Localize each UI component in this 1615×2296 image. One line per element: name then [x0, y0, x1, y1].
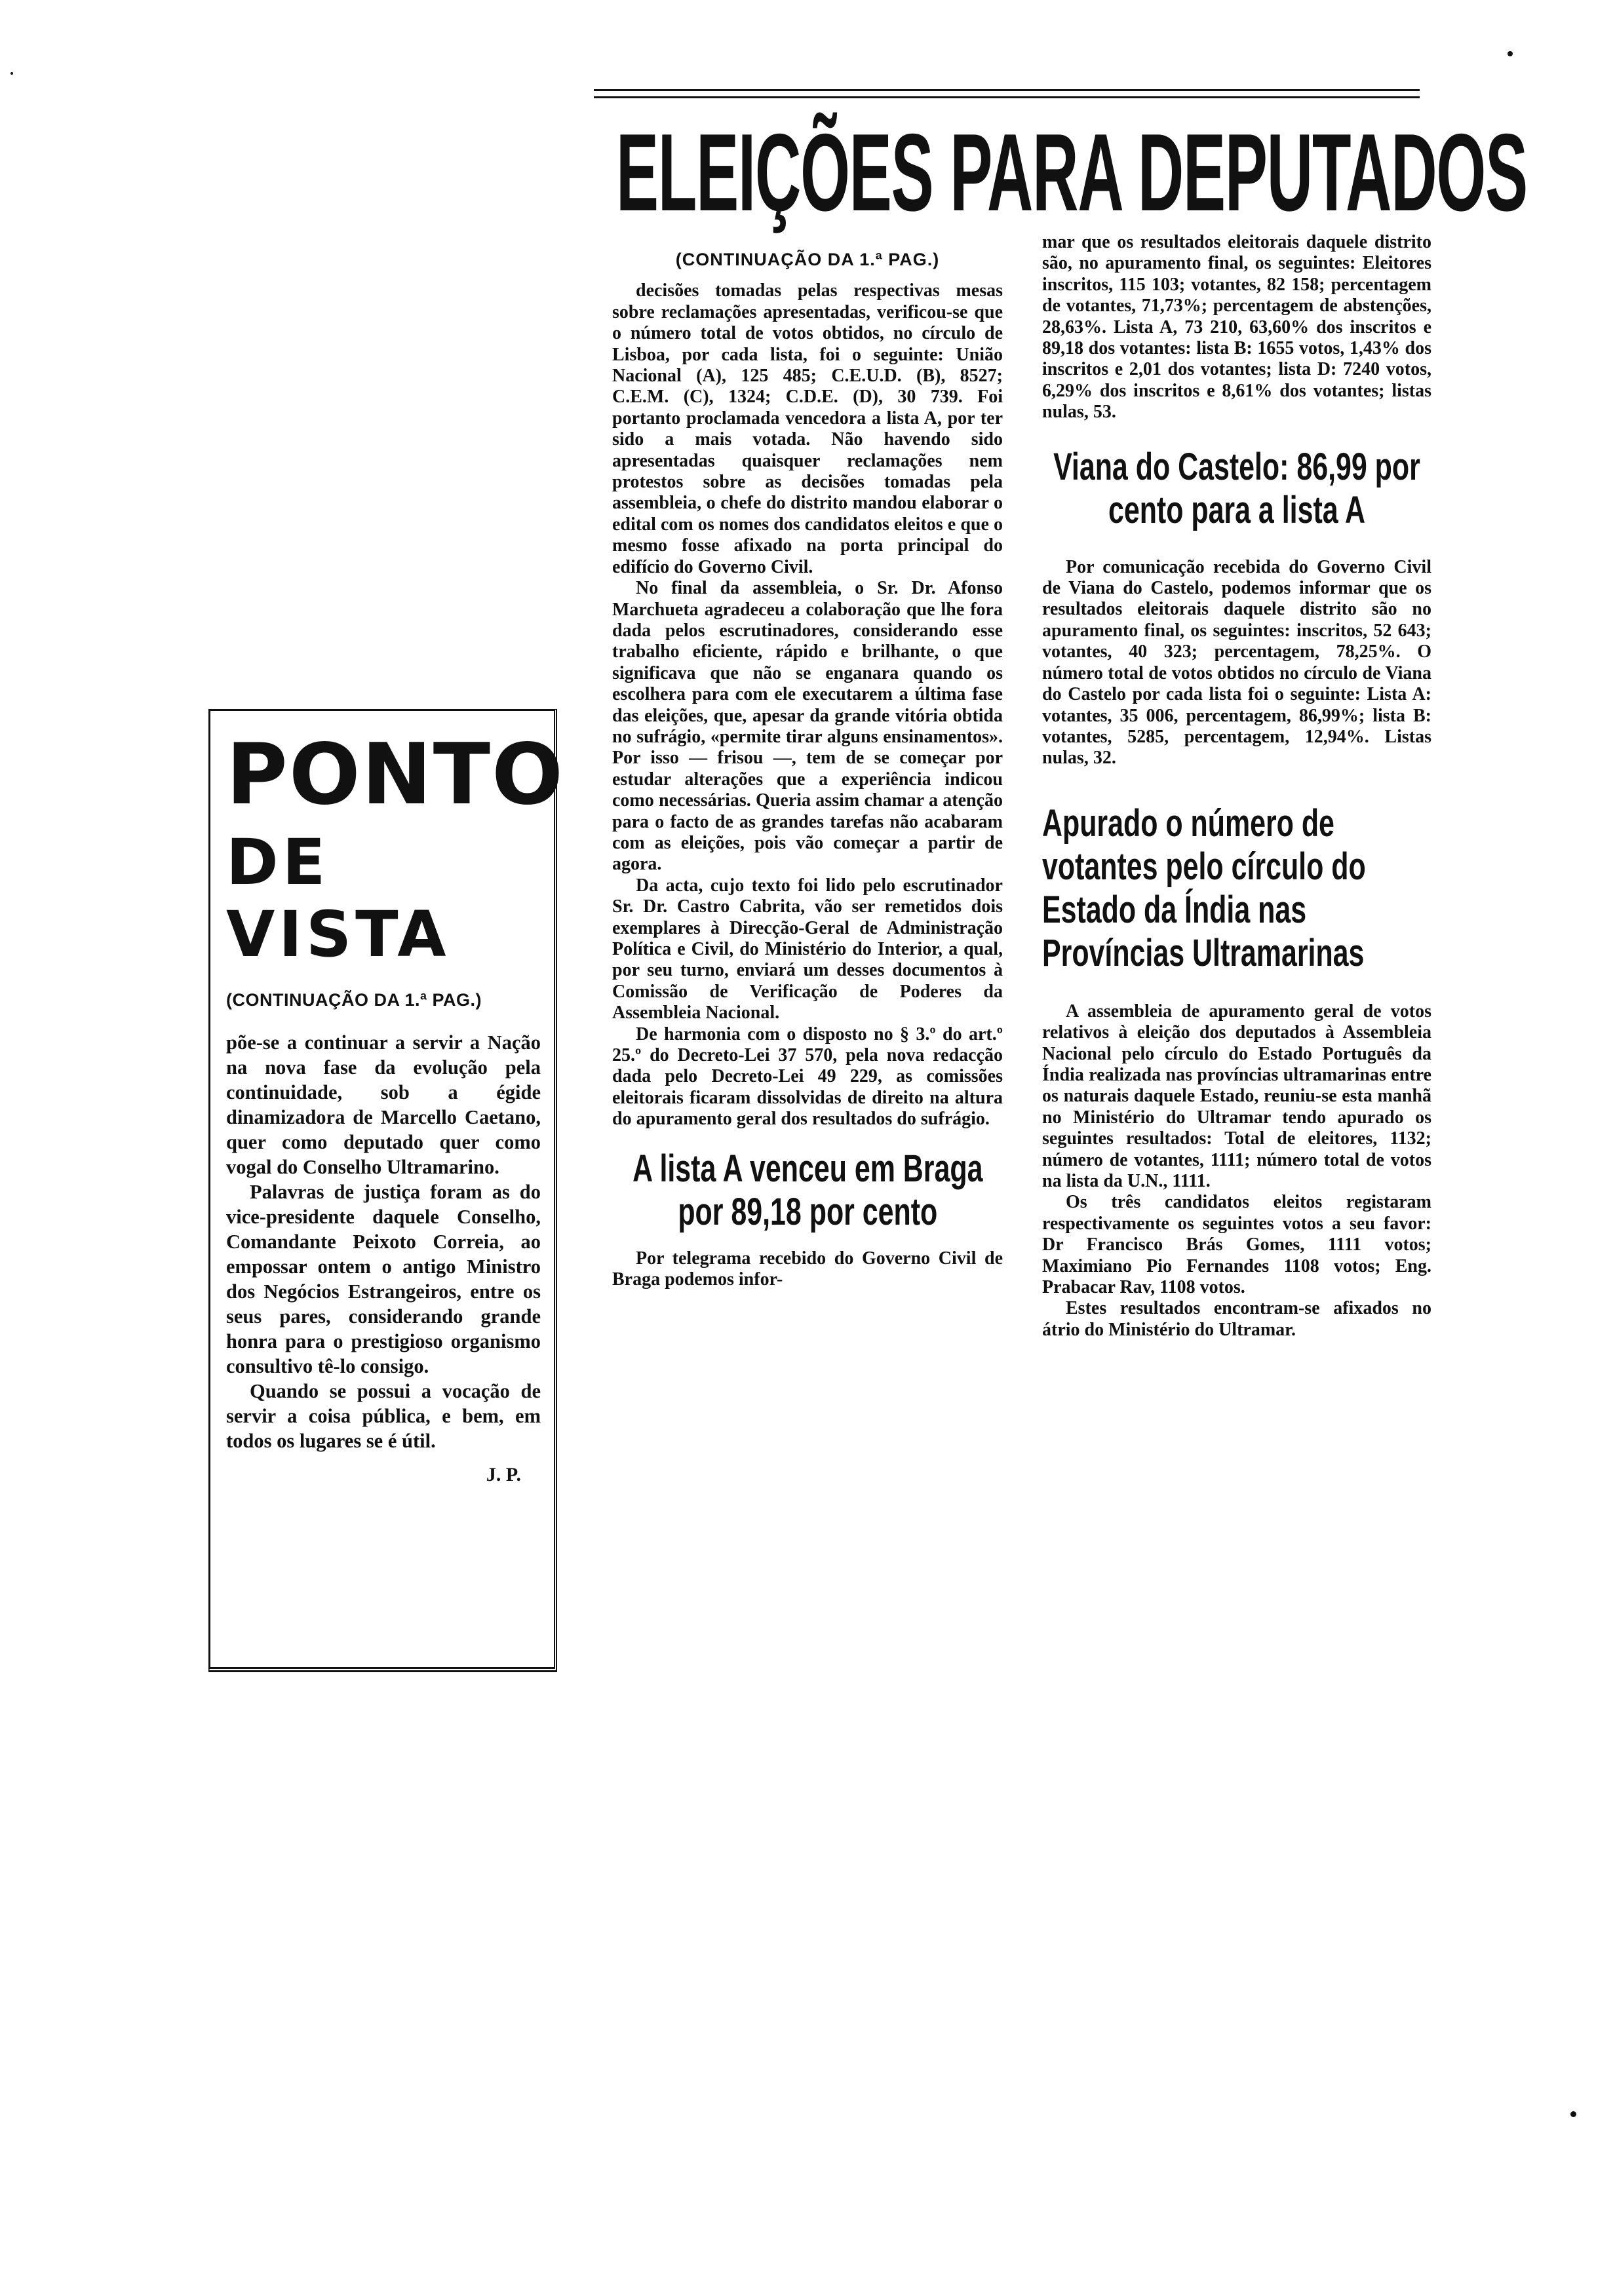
india-subheading: Apurado o número de votantes pelo círculo do Estado da Índia nas Províncias Ultramarinas [1042, 801, 1366, 974]
scan-speck [1570, 2111, 1576, 2117]
ponto-de-vista-signature: J. P. [486, 1464, 521, 1485]
article-paragraph: No final da assembleia, o Sr. Dr. Afonso Marchueta agradeceu a colaboração que lhe fora dada pelos escrutinadores, considerando esse trabalho eficiente, rápido e brilhante, o que significava que não se enganara quando os escolhera para com ele executarem a última fase das eleições, que, apesar da grande vitória obtida no sufrágio, «permite tirar alguns ensinamentos». Por isso — frisou —, tem de se começar por estudar alterações que a experiência indicou como necessárias. Queria assim chamar a atenção para o facto de as grandes tarefas não acabaram com as eleições, pois vão começar a partir de agora. [612, 578, 1003, 875]
scan-speck [1508, 51, 1513, 56]
india-paragraph: A assembleia de apuramento geral de votos relativos à eleição dos deputados à Assembleia Nacional pelo círculo do Estado Português da Índia realizada nas províncias ultramarinas entre os naturais daquele Estado, reuniu-se esta manhã no Ministério do Ultramar tendo apurado os seguintes resultados: Total de eleitores, 1132; número de votantes, 1111; número total de votos na lista da U.N., 1111. [1042, 1001, 1431, 1191]
ponto-de-vista-continuation: (CONTINUAÇÃO DA 1.ª PAG.) [226, 990, 482, 1010]
ponto-de-vista-title-line2: DE VISTA [226, 826, 450, 971]
braga-paragraph-continued: mar que os resultados eleitorais daquele distrito são, no apuramento final, os seguintes: Eleitores inscritos, 115 103; votantes, 82 158; percentagem de votantes, 71,73%; percentagem de abstenções, 28,63%. Lista A, 73 210, 63,60% dos inscritos e 89,18 dos votantes: lista B: 1655 votos, 1,43% dos inscritos e 2,01 dos votantes; lista D: 7240 votos, 6,29% dos inscritos e 8,61% dos votantes; listas nulas, 53. [1042, 232, 1431, 423]
article-paragraph: decisões tomadas pelas respectivas mesas sobre reclamações apresentadas, verificou-se que o número total de votos obtidos, no círculo de Lisboa, por cada lista, foi o seguinte: União Nacional (A), 125 485; C.E.U.D. (B), 8527; C.E.M. (C), 1324; C.D.E. (D), 30 739. Foi portanto proclamada vencedora a lista A, por ter sido a mais votada. Não havendo sido apresentadas quaisquer reclamações nem protestos sobre as decisões tomadas pela assembleia, o chefe do distrito mandou elaborar o edital com os nomes dos candidatos eleitos e que o mesmo fosse afixado na porta principal do edifício do Governo Civil. [612, 280, 1003, 577]
ponto-de-vista-paragraph: Palavras de justiça foram as do vice-presidente daquele Conselho, Comandante Peixoto Correia, ao empossar ontem o antigo Ministro dos Negócios Estrangeiros, entre os seus pares, considerando grande honra para o prestigioso organismo consultivo tê-lo consigo. [226, 1181, 541, 1377]
continuation-label: (CONTINUAÇÃO DA 1.ª PAG.) [675, 250, 940, 269]
ponto-de-vista-title-line1: PONTO [226, 726, 564, 824]
ponto-de-vista-body [226, 1030, 541, 1453]
india-paragraph: Estes resultados encontram-se afixados no átrio do Ministério do Ultramar. [1042, 1298, 1431, 1340]
article-paragraph: Da acta, cujo texto foi lido pelo escrutinador Sr. Dr. Castro Cabrita, vão ser remetidos dois exemplares à Direcção-Geral de Administração Política e Civil, do Ministério do Interior, a qual, por seu turno, enviará um desses documentos à Comissão de Verificação de Poderes da Assembleia Nacional. [612, 875, 1003, 1024]
headline: ELEIÇÕES PARA DEPUTADOS [616, 111, 1527, 234]
viana-subheading: Viana do Castelo: 86,99 por cento para a lista A [1053, 445, 1420, 531]
article-column-1 [612, 249, 1003, 1290]
article-paragraph: De harmonia com o disposto no § 3.º do art.º 25.º do Decreto-Lei 37 570, pela nova redacção dada pelo Decreto-Lei 49 229, as comissões eleitorais ficaram dissolvidas de direito na altura do apuramento geral dos resultados do sufrágio. [612, 1024, 1003, 1130]
braga-subheading: A lista A venceu em Braga por 89,18 por cento [632, 1147, 983, 1233]
article-column-2 [1042, 232, 1431, 1341]
braga-paragraph: Por telegrama recebido do Governo Civil de Braga podemos infor- [612, 1248, 1003, 1290]
headline-rule [594, 89, 1420, 98]
india-paragraph: Os três candidatos eleitos registaram respectivamente os seguintes votos a seu favor: Dr Francisco Brás Gomes, 1111 votos; Maximiano Pio Fernandes 1108 votos; Eng. Prabacar Rav, 1108 votos. [1042, 1192, 1431, 1297]
viana-paragraph: Por comunicação recebida do Governo Civil de Viana do Castelo, podemos informar que os resultados eleitorais daquele distrito são no apuramento final, os seguintes: inscritos, 52 643; votantes, 40 323; percentagem, 78,25%. O número total de votos obtidos no círculo de Viana do Castelo por cada lista foi o seguinte: Lista A: votantes, 35 006, percentagem, 86,99%; lista B: votantes, 5285, percentagem, 12,94%. Listas nulas, 32. [1042, 556, 1431, 769]
scan-speck [10, 72, 13, 75]
ponto-de-vista-paragraph: Quando se possui a vocação de servir a coisa pública, e bem, em todos os lugares se é útil. [226, 1380, 541, 1452]
ponto-de-vista-paragraph: põe-se a continuar a servir a Nação na nova fase da evolução pela continuidade, sob a égide dinamizadora de Marcello Caetano, quer como deputado quer como vogal do Conselho Ultramarino. [226, 1031, 541, 1178]
ponto-de-vista-box [208, 709, 564, 1672]
